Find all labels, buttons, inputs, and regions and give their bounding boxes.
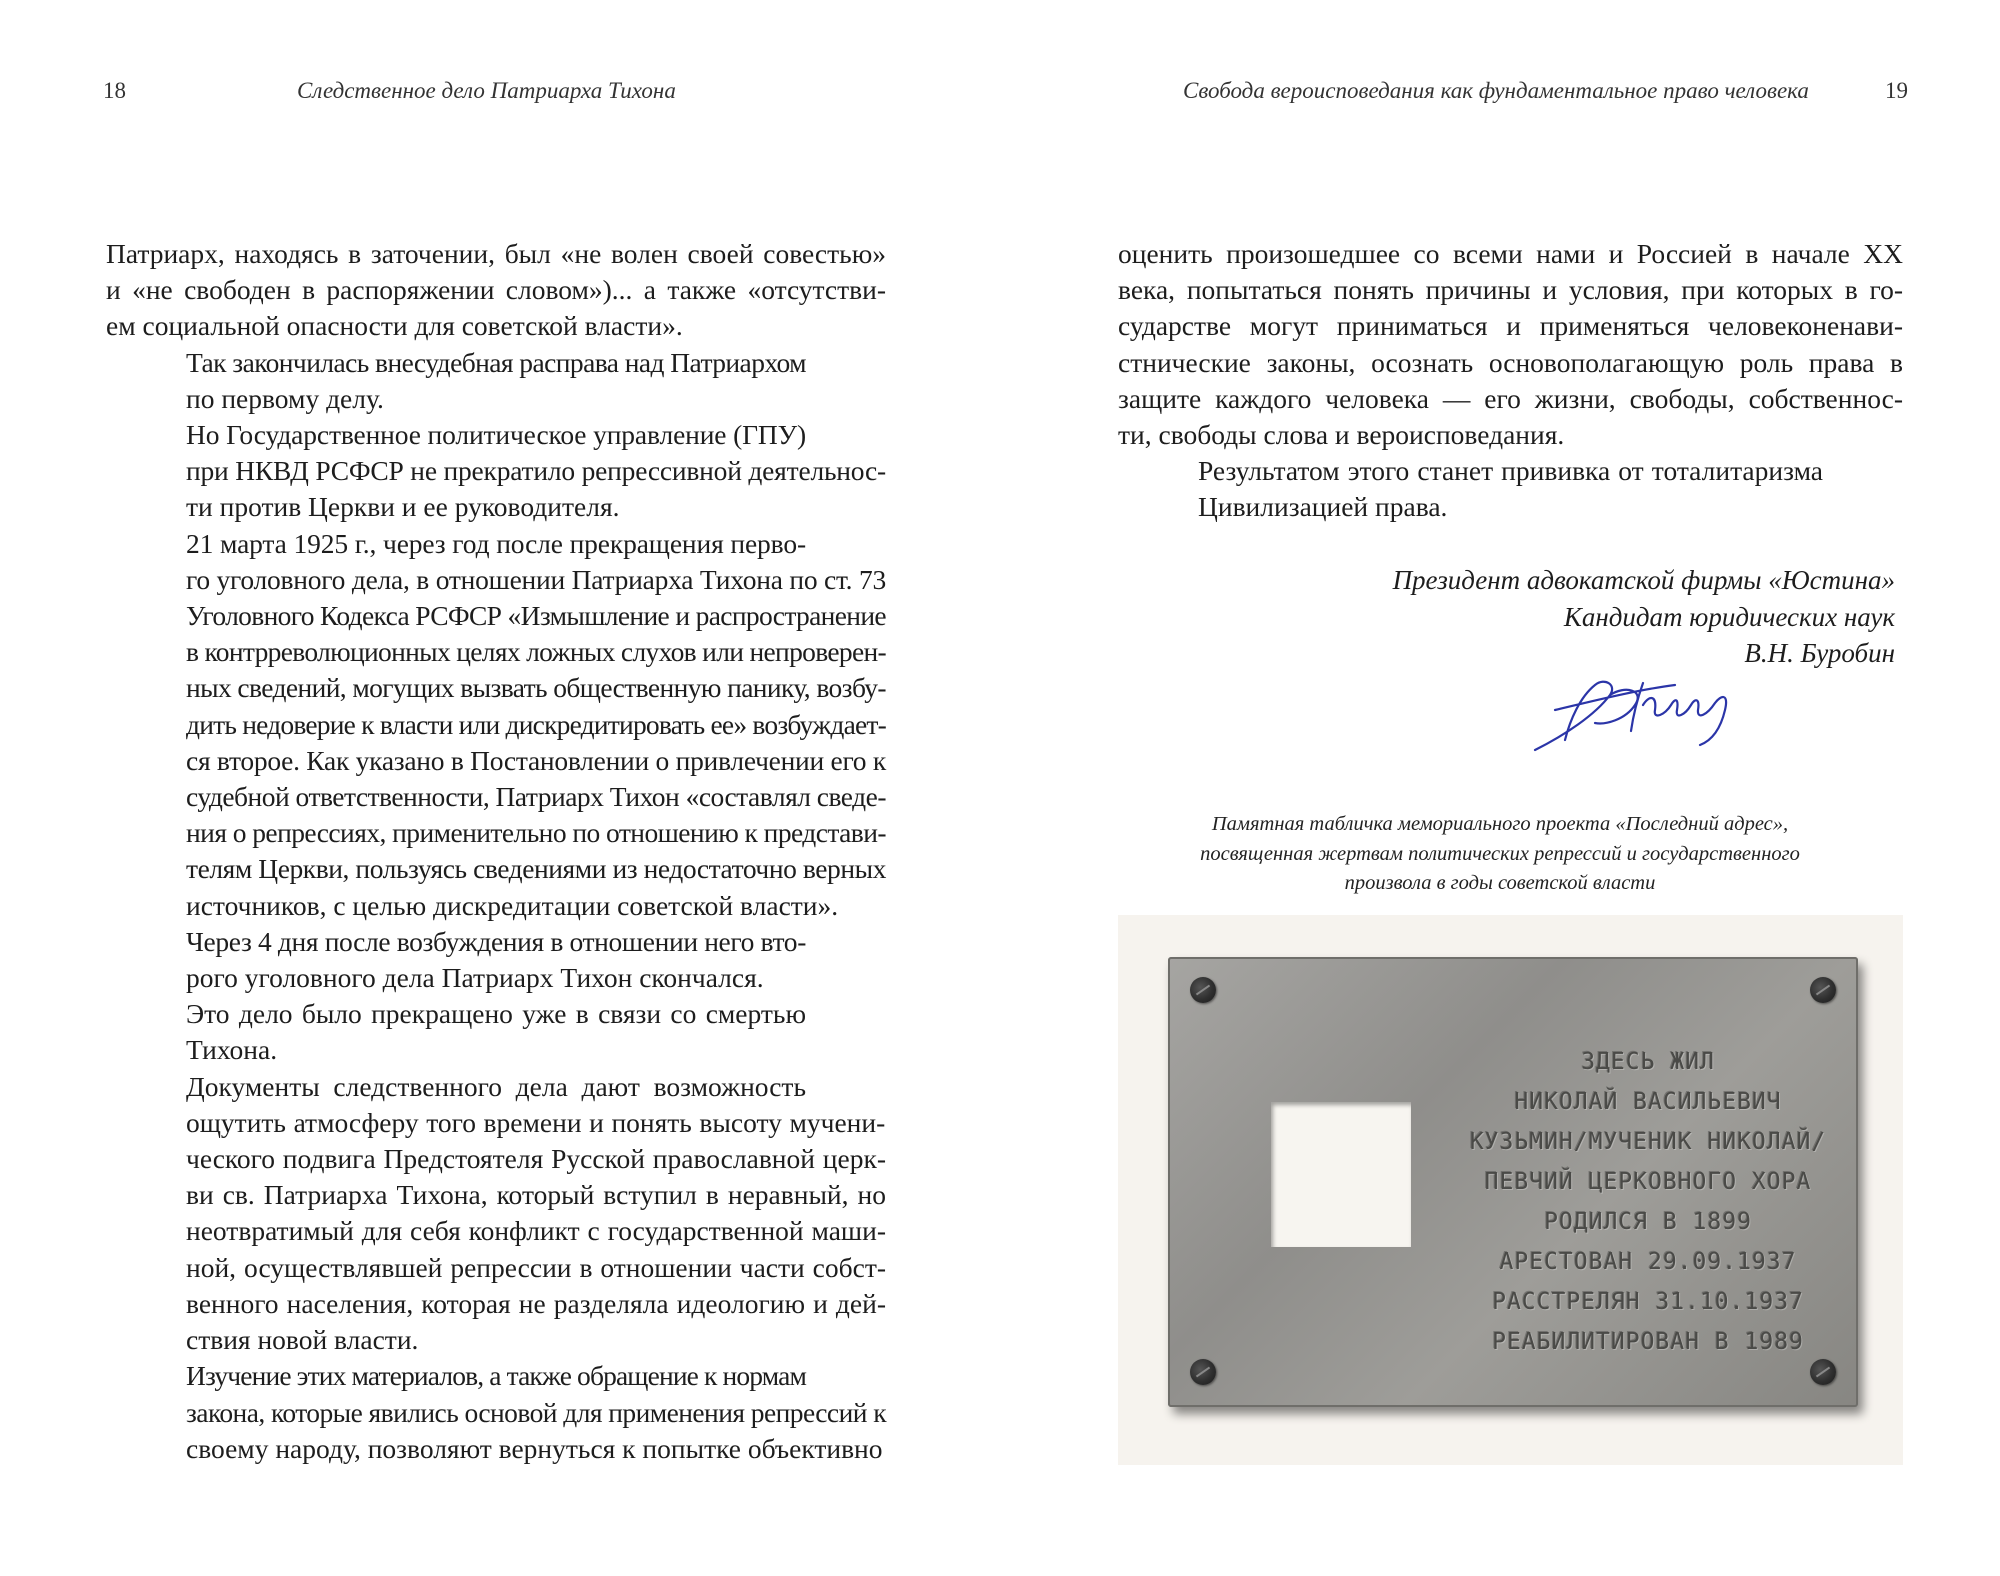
screw-icon <box>1190 977 1216 1003</box>
paragraph: оценить произошедшее со всеми нами и Россией в начале XX века, попытаться понять причины и условия, при которых в го- сударстве могут приниматься и применяться человеконенави- стнические законы, осознать основополагающую роль права в защите каждого человека — его жизни, свободы, собственнос- ти, свободы слова и вероисповедания. <box>1118 238 1903 451</box>
paragraph: Документы следственного дела дают возможность ощутить атмосферу того времени и понять высоту мучени- ческого подвига Предстоятеля Русской православной церк- ви св. Патриарха Тихона, который вступил в неравный, но неотвратимый для себя конфликт с государственной маши- ной, осуществлявшей репрессии в отношении части собст- венного населения, которая не разделяла идеологию и дей- ствия новой власти. <box>186 1070 886 1356</box>
handwritten-signature <box>1525 665 1770 760</box>
memorial-plaque <box>1168 957 1858 1407</box>
body-text <box>106 236 886 1467</box>
memorial-plaque-photo <box>1118 915 1903 1465</box>
plaque-inscription: ЗДЕСЬ ЖИЛ НИКОЛАЙ ВАСИЛЬЕВИЧ КУЗЬМИН/МУЧЕНИК НИКОЛАЙ/ ПЕВЧИЙ ЦЕРКОВНОГО ХОРА РОДИЛСЯ В 1899 АРЕСТОВАН 29.09.1937 РАССТРЕЛЯН 31.10.1937 РЕАБИЛИТИРОВАН В 1989 <box>1469 1049 1827 1355</box>
screw-icon <box>1810 977 1836 1003</box>
signature-block <box>1393 562 1895 672</box>
paragraph: Так закончилась внесудебная расправа над Патриархом по первому делу. <box>186 346 806 414</box>
running-head: Следственное дело Патриарха Тихона <box>297 78 676 103</box>
body-text <box>1118 236 1903 526</box>
paragraph: Патриарх, находясь в заточении, был «не волен своей совестью» и «не свободен в распоряжении словом»)... а также «отсутстви- ем социальной опасности для советской власти». <box>106 238 886 342</box>
right-page <box>1000 0 2000 1576</box>
screw-icon <box>1190 1359 1216 1385</box>
author-name: В.Н. Буробин <box>1744 638 1895 668</box>
running-head: Свобода вероисповедания как фундаментальное право человека <box>1183 78 1809 103</box>
photo-caption: Памятная табличка мемориального проекта «Последний адрес», посвященная жертвам политических репрессий и государственного произвола в годы советской власти <box>1200 813 1800 894</box>
author-position: Президент адвокатской фирмы «Юстина» <box>1392 565 1895 595</box>
page-number: 18 <box>103 78 126 103</box>
page-number: 19 <box>1885 78 1908 103</box>
screw-icon <box>1810 1359 1836 1385</box>
paragraph: Результатом этого станет прививка от тоталитаризма Цивилизацией права. <box>1198 455 1823 523</box>
plaque-photo-window <box>1271 1102 1411 1247</box>
paragraph: 21 марта 1925 г., через год после прекращения перво- го уголовного дела, в отношении Патриарха Тихона по ст. 73 Уголовного Кодекса РСФСР «Измышление и распространение в контрреволюционных целях ложных слухов или непроверен- ных сведений, могущих вызвать общественную панику, возбу- дить недоверие к власти или дискредитировать ее» возбуждает- ся второе. Как указано в Постановлении о привлечении его к судебной ответственности, Патриарх Тихон «составлял сведе- ния о репрессиях, применительно по отношению к представи- телям Церкви, пользуясь сведениями из недостаточно верных источников, с целью дискредитации советской власти». <box>186 527 886 921</box>
paragraph: Это дело было прекращено уже в связи со смертью Тихона. <box>186 998 806 1066</box>
author-degree: Кандидат юридических наук <box>1563 601 1895 632</box>
paragraph: Через 4 дня после возбуждения в отношении него вто- рого уголовного дела Патриарх Тихон скончался. <box>186 925 806 994</box>
paragraph: Но Государственное политическое управление (ГПУ) при НКВД РСФСР не прекратило репрессивной деятельнос- ти против Церкви и ее руководителя. <box>186 419 886 523</box>
paragraph: Изучение этих материалов, а также обращение к нормам закона, которые явились основой для применения репрессий к своему народу, позволяют вернуться к попытке объективно <box>186 1360 886 1464</box>
